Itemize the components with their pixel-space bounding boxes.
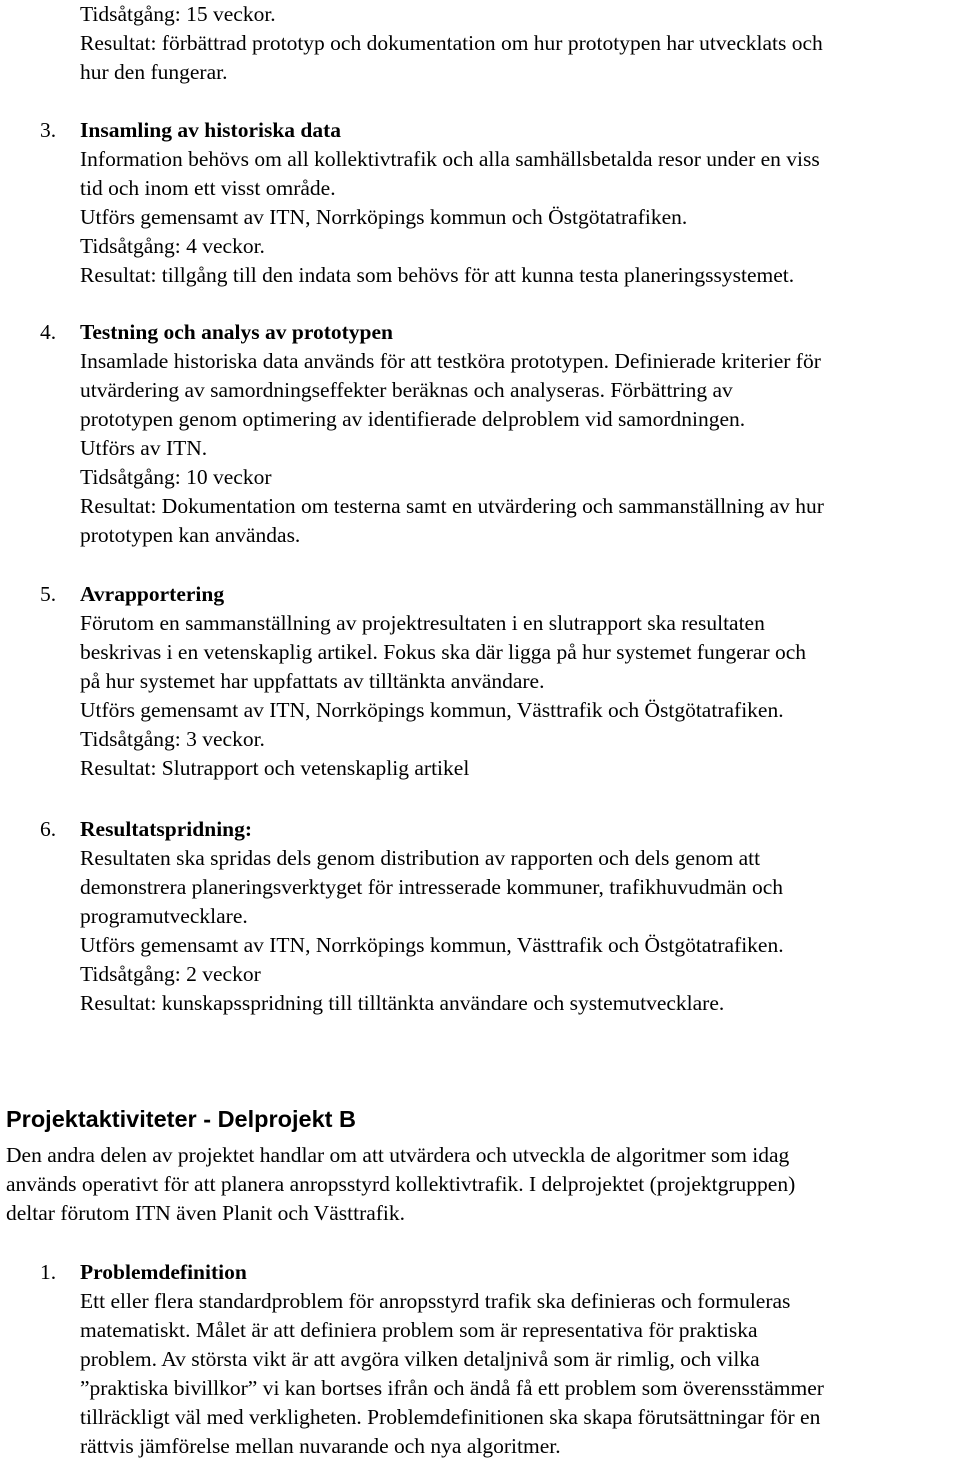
item-4-line3: prototypen genom optimering av identifierade delproblem vid samordningen. <box>80 407 746 431</box>
section-heading: Projektaktiviteter - Delprojekt B <box>6 1106 356 1132</box>
item-3-title: Insamling av historiska data <box>80 118 342 142</box>
item-5-line3: på hur systemet har uppfattats av tilltänkta användare. <box>80 669 545 693</box>
item-5-number: 5. <box>40 582 57 606</box>
list-item-3 <box>40 116 960 290</box>
item-5-title: Avrapportering <box>80 582 225 606</box>
item-6-line5: Tidsåtgång: 2 veckor <box>80 962 261 986</box>
item-3-line4: Tidsåtgång: 4 veckor. <box>80 234 265 258</box>
list-item-5 <box>40 580 960 783</box>
item-4-number: 4. <box>40 320 57 344</box>
section-intro <box>6 1141 960 1228</box>
item-2-result-line1: Resultat: förbättrad prototyp och dokumentation om hur prototypen har utvecklats och <box>80 31 823 55</box>
item-5-line6: Resultat: Slutrapport och vetenskaplig artikel <box>80 756 470 780</box>
item-6-line2: demonstrera planeringsverktyget för intresserade kommuner, trafikhuvudmän och <box>80 875 784 899</box>
item-6-line3: programutvecklare. <box>80 904 248 928</box>
item-5-line2: beskrivas i en vetenskaplig artikel. Fokus ska där ligga på hur systemet fungerar och <box>80 640 807 664</box>
item-3-line2: tid och inom ett visst område. <box>80 176 336 200</box>
intro-line2: används operativt för att planera anropsstyrd kollektivtrafik. I delprojektet (projektgruppen) <box>6 1172 796 1196</box>
b-item-1-number: 1. <box>40 1260 57 1284</box>
item-2-time: Tidsåtgång: 15 veckor. <box>80 2 276 26</box>
item-4-line1: Insamlade historiska data används för att testköra prototypen. Definierade kriterier för <box>80 349 821 373</box>
b-item-1-line2: matematiskt. Målet är att definiera problem som är representativa för praktiska <box>80 1318 758 1342</box>
list-item-6 <box>40 815 960 1018</box>
item-4-line6: Resultat: Dokumentation om testerna samt en utvärdering och sammanställning av hur <box>80 494 824 518</box>
b-item-1-line4: ”praktiska bivillkor” vi kan bortses ifrån och ändå få ett problem som överensstämmer <box>80 1376 824 1400</box>
b-item-1-line1: Ett eller flera standardproblem för anropsstyrd trafik ska definieras och formuleras <box>80 1289 791 1313</box>
list-item-4 <box>40 318 960 550</box>
item-2-continuation <box>80 0 960 87</box>
item-4-title: Testning och analys av prototypen <box>80 320 394 344</box>
item-4-line4: Utförs av ITN. <box>80 436 208 460</box>
b-item-1-line6: rättvis jämförelse mellan nuvarande och nya algoritmer. <box>80 1434 561 1458</box>
intro-line1: Den andra delen av projektet handlar om att utvärdera och utveckla de algoritmer som idag <box>6 1143 790 1167</box>
intro-line3: deltar förutom ITN även Planit och Västtrafik. <box>6 1201 406 1225</box>
item-5-line4: Utförs gemensamt av ITN, Norrköpings kommun, Västtrafik och Östgötatrafiken. <box>80 698 784 722</box>
item-5-line1: Förutom en sammanställning av projektresultaten i en slutrapport ska resultaten <box>80 611 765 635</box>
item-4-line7: prototypen kan användas. <box>80 523 301 547</box>
b-item-1-line5: tillräckligt väl med verkligheten. Problemdefinitionen ska skapa förutsättningar för en <box>80 1405 821 1429</box>
item-6-number: 6. <box>40 817 57 841</box>
b-item-1-line3: problem. Av största vikt är att avgöra vilken detaljnivå som är rimlig, och vilka <box>80 1347 760 1371</box>
item-3-number: 3. <box>40 118 57 142</box>
item-3-line1: Information behövs om all kollektivtrafik och alla samhällsbetalda resor under en viss <box>80 147 820 171</box>
b-item-1-title: Problemdefinition <box>80 1260 247 1284</box>
item-4-line5: Tidsåtgång: 10 veckor <box>80 465 272 489</box>
item-6-line4: Utförs gemensamt av ITN, Norrköpings kommun, Västtrafik och Östgötatrafiken. <box>80 933 784 957</box>
item-5-line5: Tidsåtgång: 3 veckor. <box>80 727 265 751</box>
item-3-line5: Resultat: tillgång till den indata som behövs för att kunna testa planeringssystemet. <box>80 263 795 287</box>
item-3-line3: Utförs gemensamt av ITN, Norrköpings kommun och Östgötatrafiken. <box>80 205 688 229</box>
item-2-result-line2: hur den fungerar. <box>80 60 228 84</box>
item-4-line2: utvärdering av samordningseffekter beräknas och analyseras. Förbättring av <box>80 378 733 402</box>
item-6-title: Resultatspridning: <box>80 817 253 841</box>
item-6-line6: Resultat: kunskapsspridning till tilltänkta användare och systemutvecklare. <box>80 991 725 1015</box>
item-6-line1: Resultaten ska spridas dels genom distribution av rapporten och dels genom att <box>80 846 761 870</box>
section-b-item-1 <box>40 1258 960 1461</box>
